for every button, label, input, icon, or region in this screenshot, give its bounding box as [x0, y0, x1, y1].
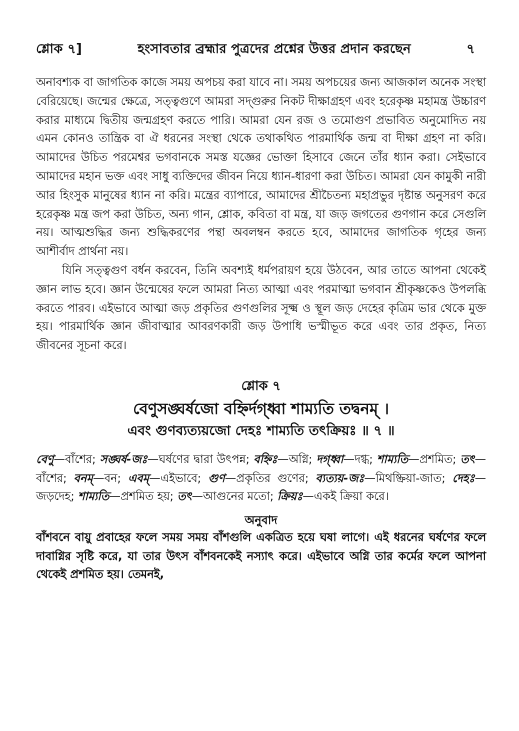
- synonym-word: গুণ: [208, 471, 225, 485]
- header-verse-label: শ্লোক ৭]: [36, 42, 83, 57]
- running-header: [36, 40, 475, 60]
- synonym-word: বনম্: [73, 471, 93, 485]
- synonym-meaning: প্রশমিত;: [419, 452, 457, 466]
- verse-line-2: এবং গুণব্যত্যয়জো দেহঃ শাম্যতি তৎক্রিয়ঃ ॥ ৭ ॥: [127, 422, 395, 439]
- verse-line-1: বেণুসঙ্ঘর্ষজো বহ্নির্দগ্ধ্বা শাম্যতি তদ্বনম্ ।: [132, 399, 390, 418]
- synonym-word: তৎ: [460, 452, 475, 466]
- synonym-word: বহ্নিঃ: [253, 452, 278, 466]
- synonym-word: শাম্যতি: [77, 490, 110, 504]
- page-number: ৭: [466, 42, 475, 57]
- synonym-meaning: ঘর্ষণের দ্বারা উৎপন্ন;: [158, 452, 250, 466]
- translation-text: বাঁশবনে বায়ু প্রবাহের ফলে সময় সময় বাঁশগুলি একত্রিত হয়ে ঘষা লাগে। এই ধরনের ঘর্ষণের ফলে দাবাগ্নির সৃষ্টি করে, যা তার উৎস বাঁশবনকেই নস্যাৎ করে। এইভাবে অগ্নি তার কর্মের ফলে আপনা থেকেই প্রশমিত হয়। তেমনই,: [36, 530, 486, 582]
- synonyms: বেণু—বাঁশের; সঙ্ঘর্ষ-জঃ—ঘর্ষণের দ্বারা উৎপন্ন; বহ্নিঃ—অগ্নি; দগ্ধ্বা—দগ্ধ; শাম্যতি—প্রশমিত; তৎ—বাঁশের; বনম্—বন; এবম্—এইভাবে; গুণ—প্রকৃতির গুণের; ব্যত্যয়-জঃ—মিথষ্ক্রিয়া-জাত; দেহঃ—জড়দেহ; শাম্যতি—প্রশমিত হয়; তৎ—আগুনের মতো; ক্রিয়ঃ—একই ক্রিয়া করে।: [36, 452, 487, 504]
- synonym-meaning: আগুনের মতো;: [203, 490, 274, 504]
- synonym-meaning: এইভাবে;: [160, 471, 202, 485]
- synonym-word: এবম্: [127, 471, 150, 485]
- page-body: [36, 74, 486, 585]
- synonym-word: দগ্ধ্বা: [316, 452, 344, 466]
- synonym-word: ক্রিয়ঃ: [277, 490, 303, 504]
- synonym-meaning: দগ্ধ;: [354, 452, 373, 466]
- synonym-meaning: বাঁশের;: [36, 471, 67, 485]
- synonym-word: দেহঃ: [452, 471, 475, 485]
- synonym-meaning: অগ্নি;: [288, 452, 313, 466]
- synonym-meaning: একই ক্রিয়া করে।: [313, 490, 389, 504]
- verse-heading: শ্লোক ৭: [241, 378, 281, 394]
- synonym-word: বেণু: [36, 452, 54, 466]
- synonym-meaning: বন;: [104, 471, 122, 485]
- synonym-word: ব্যত্যয়-জঃ: [315, 471, 365, 485]
- synonym-meaning: বাঁশের;: [65, 452, 96, 466]
- synonym-word: তৎ: [177, 490, 192, 504]
- synonym-meaning: জড়দেহ;: [36, 490, 75, 504]
- synonym-meaning: প্রশমিত হয়;: [120, 490, 174, 504]
- synonym-meaning: প্রকৃতির গুণের;: [236, 471, 309, 485]
- synonym-meaning: মিথষ্ক্রিয়া-জাত;: [375, 471, 446, 485]
- translation-heading: অনুবাদ: [244, 512, 278, 527]
- purport-paragraph-2: যিনি সত্ত্বগুণ বর্ধন করবেন, তিনি অবশ্যই ধর্মপরায়ণ হয়ে উঠবেন, আর তাতে আপনা থেকেই জ্ঞান লাভ হবে। জ্ঞান উন্মেষের ফলে আমরা নিত্য আত্মা এবং পরমাত্মা ভগবান শ্রীকৃষ্ণকেও উপলব্ধি করতে পারব। এইভাবে আত্মা জড় প্রকৃতির গুণগুলির সূক্ষ্ম ও স্থূল জড় দেহের কৃত্রিম ভার থেকে মুক্ত হয়। পারমার্থিক জ্ঞান জীবাত্মার আবরণকারী জড় উপাধি ভস্মীভূত করে এবং তার প্রকৃত, নিত্য জীবনের সূচনা করে।: [36, 263, 486, 353]
- purport-paragraph-1: অনাবশ্যক বা জাগতিক কাজে সময় অপচয় করা যাবে না। সময় অপচয়ের জন্য আজকাল অনেক সংস্থা বেরিয়েছে। জন্মের ক্ষেত্রে, সত্ত্বগুণে আমরা সদ্‌গুরুর নিকট দীক্ষাগ্রহণ এবং হরেকৃষ্ণ মহামন্ত্র উচ্চারণ করার মাধ্যমে দ্বিতীয় জন্মগ্রহণ করতে পারি। আমরা যেন রজ ও তমোগুণ প্রভাবিত অনুমোদিত নয় এমন কোনও তান্ত্রিক বা ঐ ধরনের সংস্থা থেকে তথাকথিত পারমার্থিক জন্ম বা দীক্ষা গ্রহণ না করি। আমাদের উচিত পরমেশ্বর ভগবানকে সমস্ত যজ্ঞের ভোক্তা হিসাবে জেনে তাঁর ধ্যান করা। সেইভাবে আমাদের মহান ভক্ত এবং সাধু ব্যক্তিদের জীবন নিয়ে ধ্যান-ধারণা করা উচিত। আমরা যেন কামুকী নারী আর হিংসুক মানুষের ধ্যান না করি। মন্ত্রের ব্যাপারে, আমাদের শ্রীচৈতন্য মহাপ্রভুর দৃষ্টান্ত অনুসরণ করে হরেকৃষ্ণ মন্ত্র জপ করা উচিত, অন্য গান, শ্লোক, কবিতা বা মন্ত্র, যা জড় জগতের গুণগান করে সেগুলি নয়। আত্মশুদ্ধির জন্য শুদ্ধিকরণের পন্থা অবলম্বন করতে হবে, আমাদের জাগতিক গৃহের জন্য আশীর্বাদ প্রার্থনা নয়।: [36, 76, 486, 259]
- synonym-word: শাম্যতি: [376, 452, 409, 466]
- header-title: হংসাবতার ব্রহ্মার পুত্রদের প্রশ্নের উত্তর প্রদান করছেন: [137, 42, 411, 57]
- synonym-word: সঙ্ঘর্ষ-জঃ: [99, 452, 148, 466]
